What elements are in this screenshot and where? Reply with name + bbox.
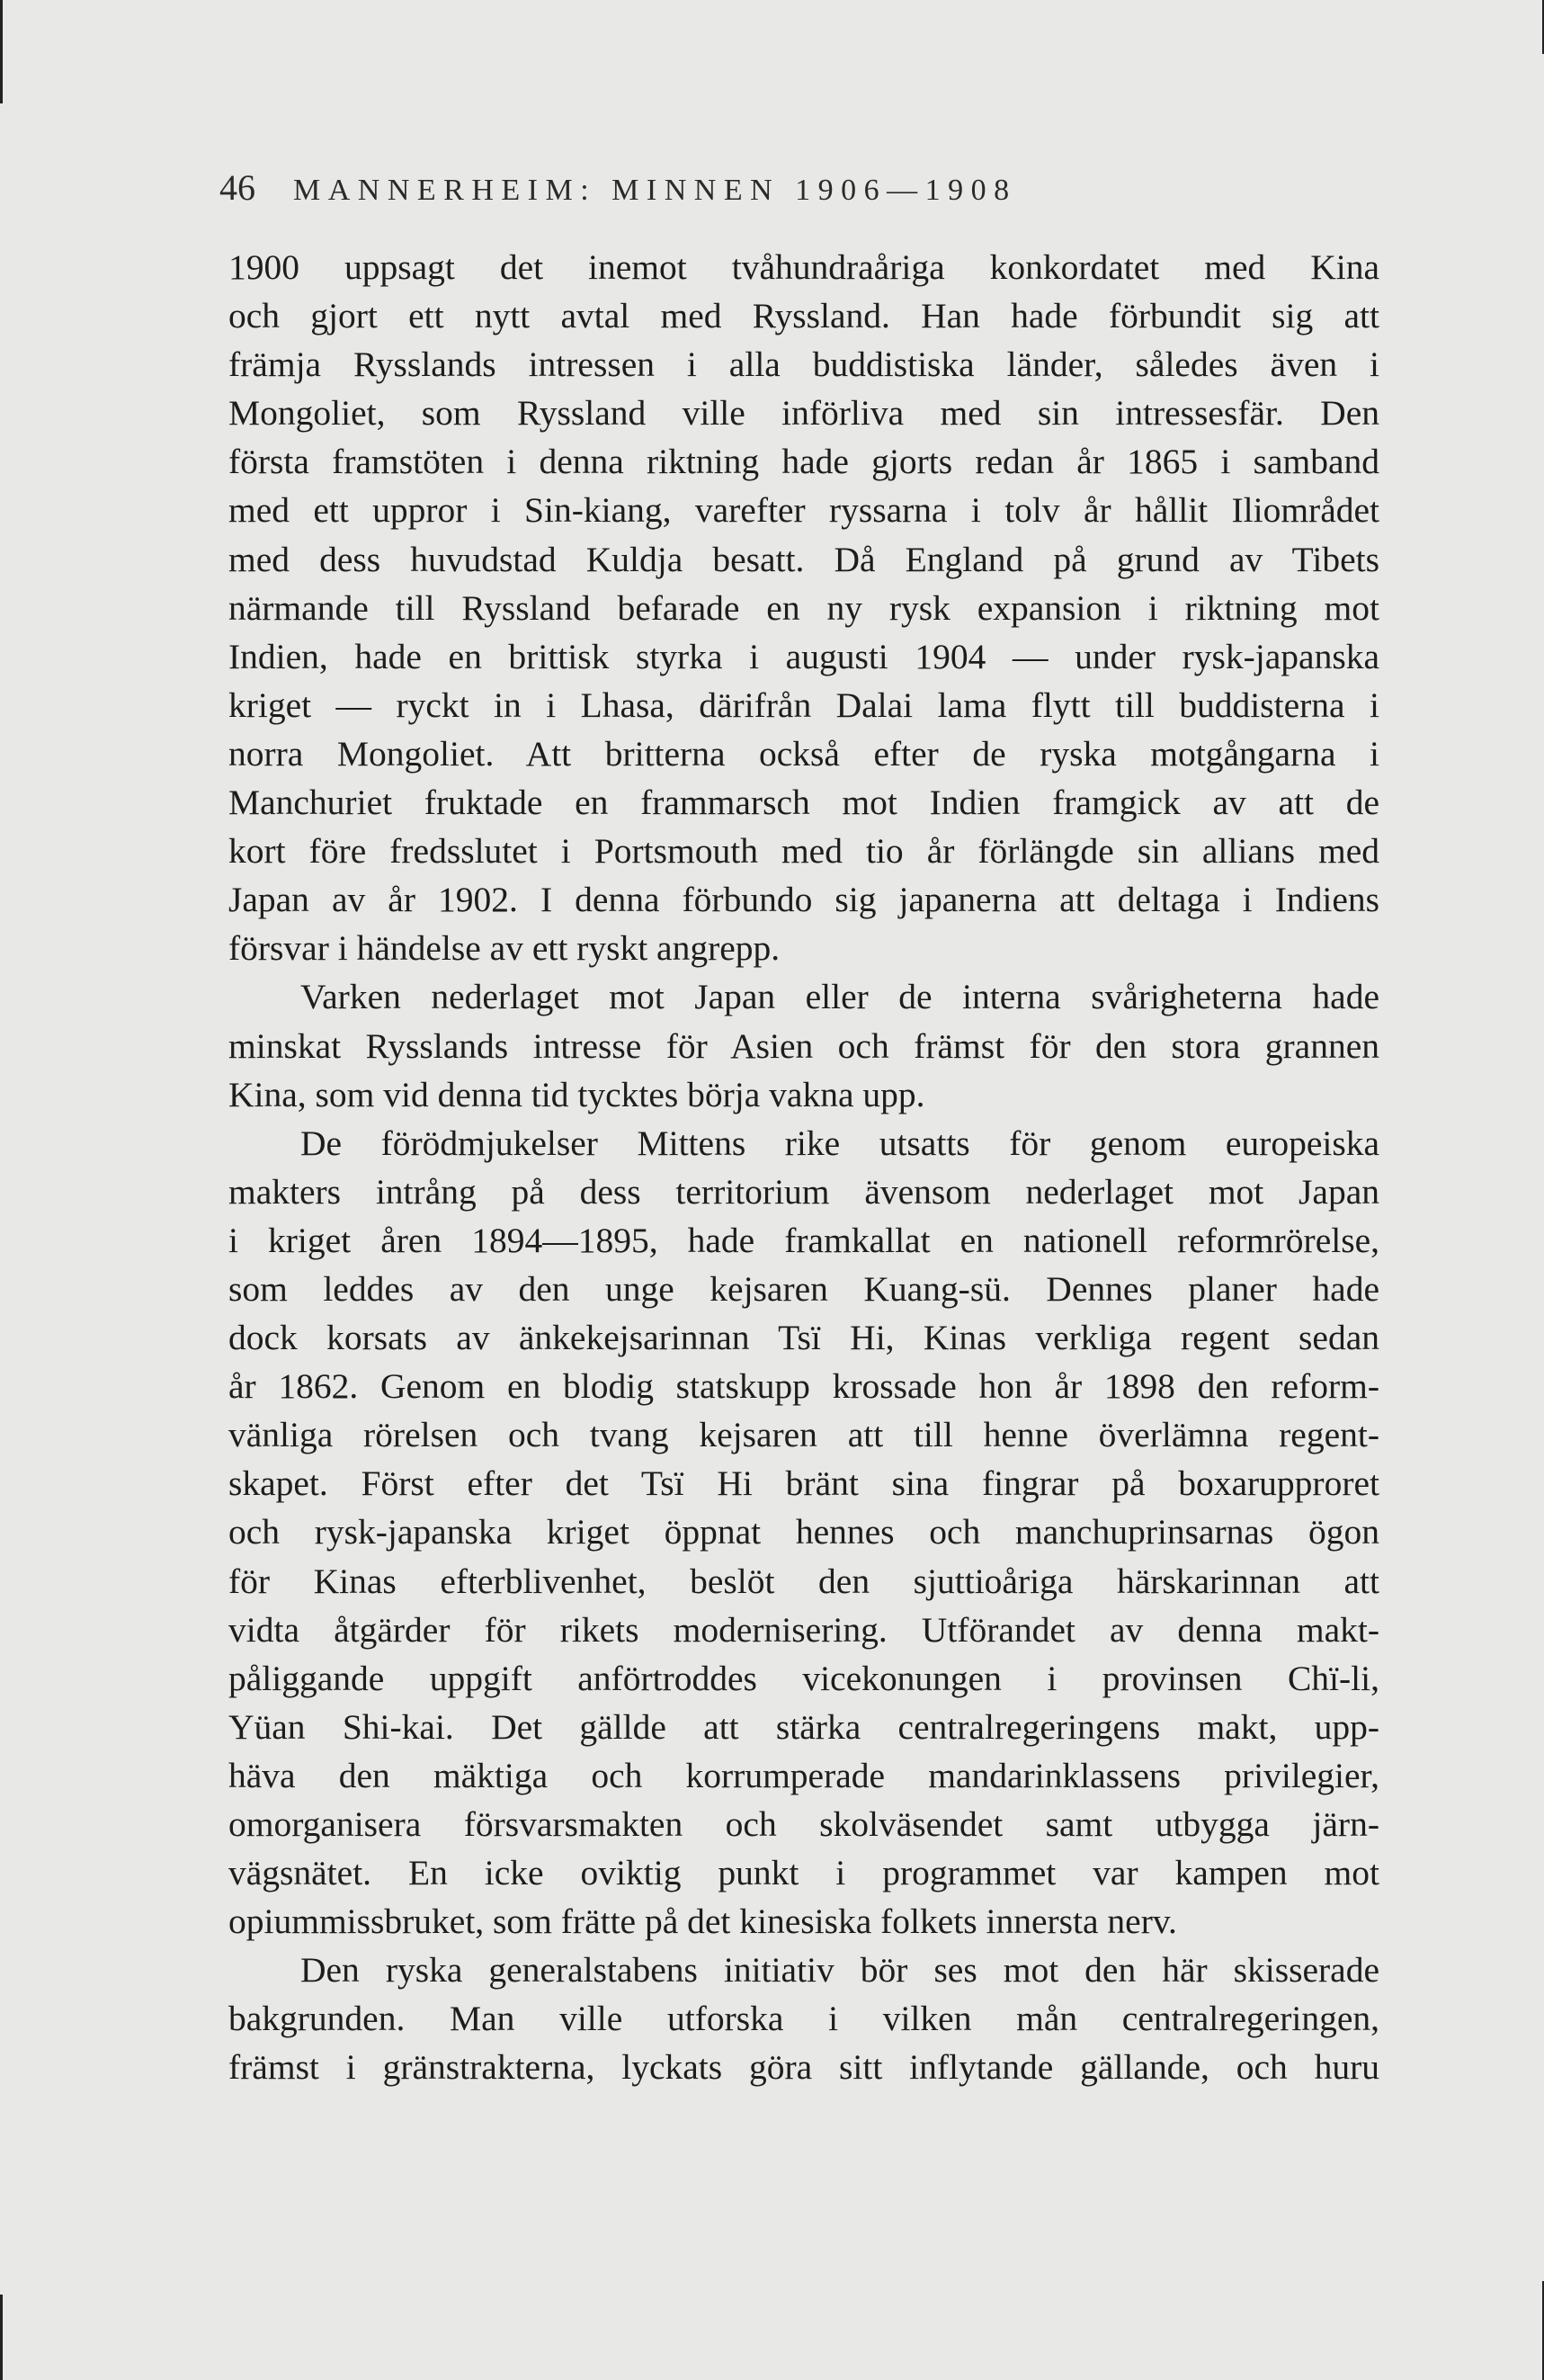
text-line: första framstöten i denna riktning hade gjorts redan år 1865 i samband <box>228 442 1379 482</box>
text-line: för Kinas efterblivenhet, beslöt den sjuttioåriga härskarinnan att <box>228 1561 1379 1601</box>
text-line: Yüan Shi-kai. Det gällde att stärka centralregeringens makt, upp- <box>228 1706 1379 1747</box>
text-line: Manchuriet fruktade en frammarsch mot Indien framgick av att de <box>228 783 1379 823</box>
text-line: Kina, som vid denna tid tycktes börja vakna upp. <box>228 1074 925 1114</box>
text-line: vägsnätet. En icke oviktig punkt i programmet var kampen mot <box>228 1853 1379 1893</box>
text-line: bakgrunden. Man ville utforska i vilken mån centralregeringen, <box>228 1999 1379 2039</box>
text-line: och rysk-japanska kriget öppnat hennes och manchuprinsarnas ögon <box>228 1512 1379 1552</box>
text-line: minskat Rysslands intresse för Asien och främst för den stora grannen <box>228 1025 1379 1066</box>
text-line: Varken nederlaget mot Japan eller de interna svårigheterna hade <box>300 977 1379 1017</box>
text-line: främja Rysslands intressen i alla buddistiska länder, således även i <box>228 344 1379 385</box>
scan-edge-bottom-left <box>0 2295 3 2380</box>
text-line: 1900 uppsagt det inemot tvåhundraåriga konkordatet med Kina <box>228 247 1379 287</box>
scan-edge-top-left <box>0 0 3 103</box>
page-header <box>219 166 1325 220</box>
text-line: främst i gränstrakterna, lyckats göra sitt inflytande gällande, och huru <box>228 2047 1379 2088</box>
text-line: i kriget åren 1894—1895, hade framkallat en nationell reformrörelse, <box>228 1220 1379 1260</box>
text-line: norra Mongoliet. Att britterna också efter de ryska motgångarna i <box>228 733 1379 774</box>
text-line: med dess huvudstad Kuldja besatt. Då England på grund av Tibets <box>228 539 1379 579</box>
text-line: makters intrång på dess territorium ävensom nederlaget mot Japan <box>228 1171 1379 1212</box>
text-line: försvar i händelse av ett ryskt angrepp. <box>228 928 781 969</box>
text-line: år 1862. Genom en blodig statskupp krossade hon år 1898 den reform- <box>228 1366 1379 1407</box>
text-line: Indien, hade en brittisk styrka i augusti 1904 — under rysk-japanska <box>228 636 1379 676</box>
text-line: häva den mäktiga och korrumperade mandarinklassens privilegier, <box>228 1755 1379 1795</box>
page-number: 46 <box>219 167 255 208</box>
body-text <box>228 243 1379 2096</box>
text-line: omorganisera försvarsmakten och skolväsendet samt utbygga järn- <box>228 1804 1379 1844</box>
text-line: kort före fredsslutet i Portsmouth med tio år förlängde sin allians med <box>228 831 1379 872</box>
text-line: De förödmjukelser Mittens rike utsatts för genom europeiska <box>300 1123 1379 1163</box>
text-line: skapet. Först efter det Tsï Hi bränt sina fingrar på boxarupproret <box>228 1463 1379 1504</box>
text-line: kriget — ryckt in i Lhasa, därifrån Dalai lama flytt till buddisterna i <box>228 684 1379 725</box>
text-line: som leddes av den unge kejsaren Kuang-sü. Dennes planer hade <box>228 1268 1379 1309</box>
text-line: dock korsats av änkekejsarinnan Tsï Hi, Kinas verkliga regent sedan <box>228 1318 1379 1358</box>
text-line: vidta åtgärder för rikets modernisering. Utförandet av denna makt- <box>228 1609 1379 1650</box>
text-line: och gjort ett nytt avtal med Ryssland. Han hade förbundit sig att <box>228 296 1379 336</box>
running-title: MANNERHEIM: MINNEN 1906—1908 <box>293 174 1017 207</box>
text-line: närmande till Ryssland befarade en ny rysk expansion i riktning mot <box>228 587 1379 628</box>
text-line: Mongoliet, som Ryssland ville införliva med sin intressesfär. Den <box>228 393 1379 434</box>
text-line: Japan av år 1902. I denna förbundo sig japanerna att deltaga i Indiens <box>228 880 1379 920</box>
text-line: med ett uppror i Sin-kiang, varefter ryssarna i tolv år hållit Iliområdet <box>228 490 1379 531</box>
text-line: vänliga rörelsen och tvang kejsaren att till henne överlämna regent- <box>228 1415 1379 1455</box>
text-line: opiummissbruket, som frätte på det kinesiska folkets innersta nerv. <box>228 1901 1177 1942</box>
text-line: Den ryska generalstabens initiativ bör ses mot den här skisserade <box>300 1950 1379 1991</box>
text-line: påliggande uppgift anförtroddes vicekonungen i provinsen Chï-li, <box>228 1658 1379 1698</box>
